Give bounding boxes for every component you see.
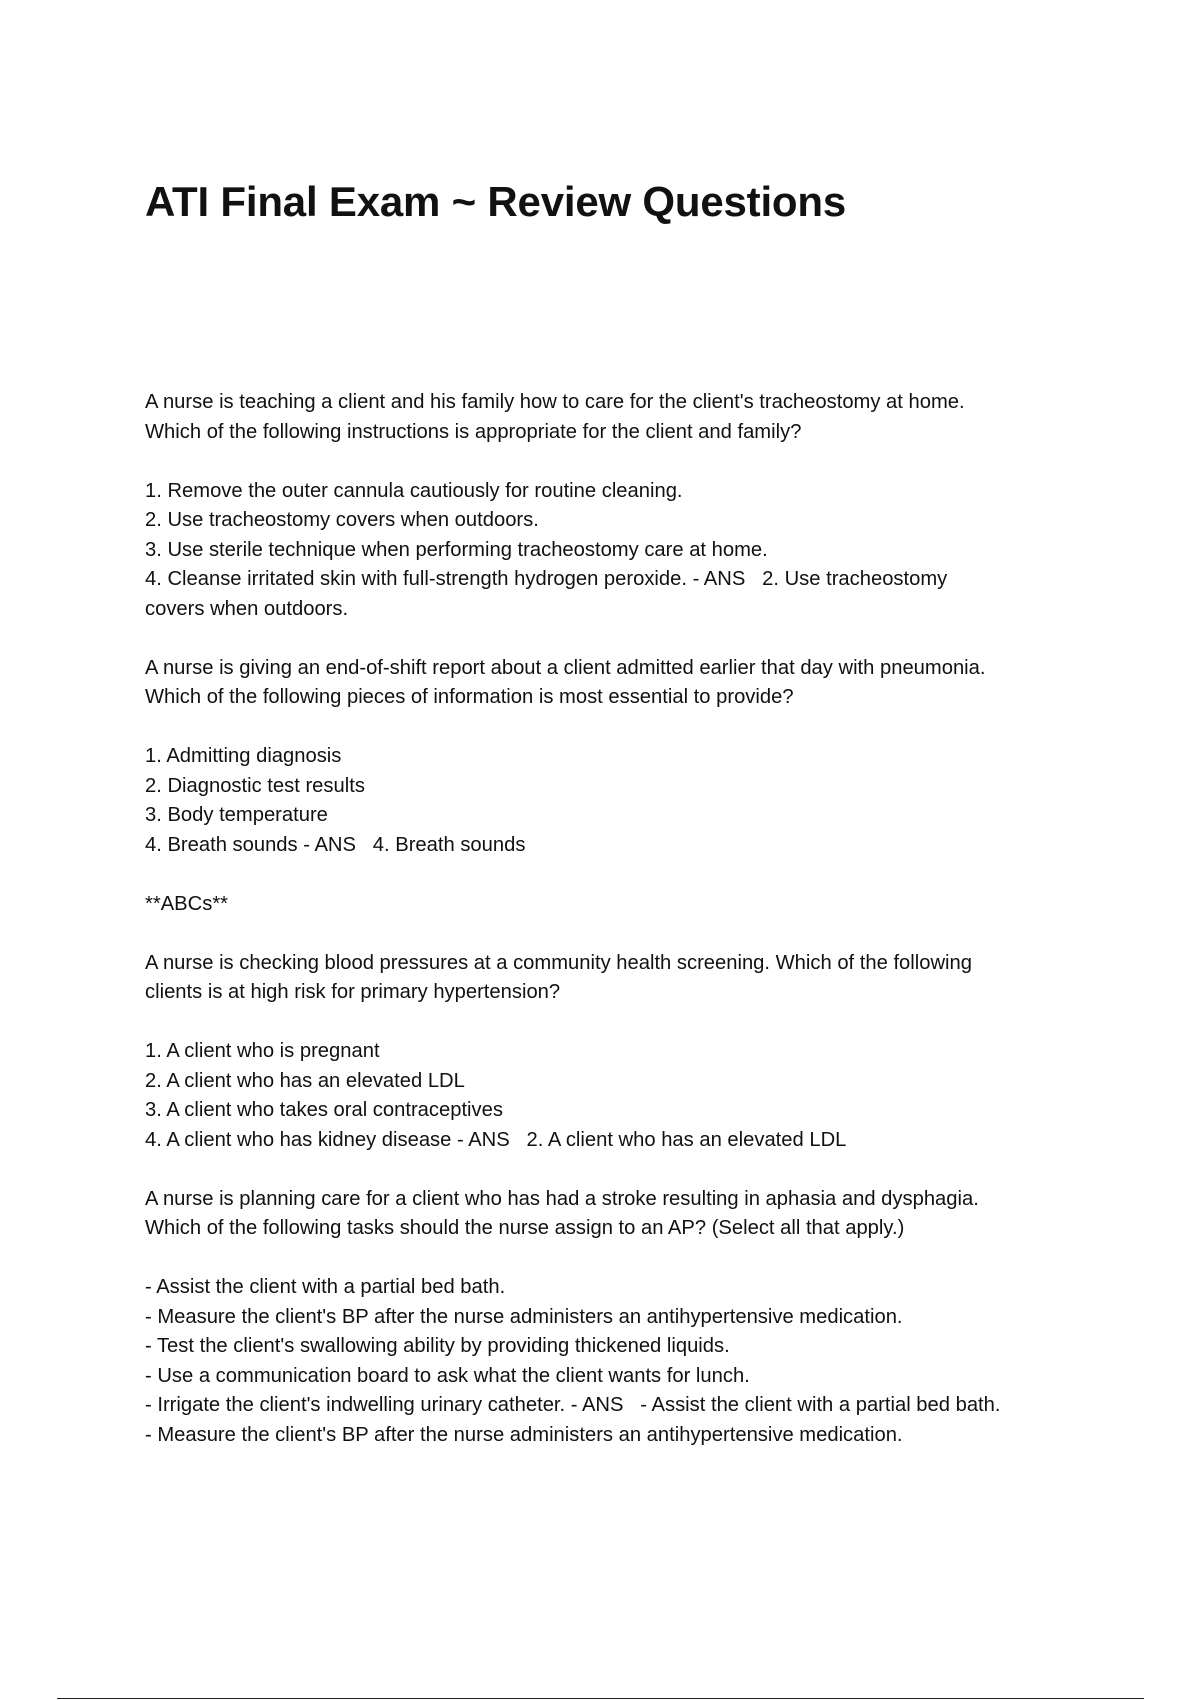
text-line: Which of the following tasks should the nurse assign to an AP? (Select all that apply.) [145,1217,905,1239]
document-body [145,388,1095,1450]
text-line: 2. A client who has an elevated LDL [145,1069,465,1092]
text-line: clients is at high risk for primary hypertension? [145,981,561,1003]
text-line: 4. Breath sounds - ANS 4. Breath sounds [145,833,526,856]
text-line: 1. A client who is pregnant [145,1040,380,1062]
text-line: 4. A client who has kidney disease - ANS 2. A client who has an elevated LDL [145,1128,847,1151]
text-line: covers when outdoors. [145,597,349,620]
text-line: Which of the following pieces of information is most essential to provide? [145,686,794,708]
blank-line [145,713,1095,743]
text-line: A nurse is planning care for a client who has had a stroke resulting in aphasia and dysphagia. [145,1187,979,1210]
blank-line [145,447,1095,477]
footer-divider [57,1698,1144,1699]
text-line: - Measure the client's BP after the nurse administers an antihypertensive medication. [145,1423,903,1446]
text-line: 1. Admitting diagnosis [145,745,342,767]
text-line: A nurse is giving an end-of-shift report about a client admitted earlier that day with pneumonia. [145,656,986,679]
blank-line [145,624,1095,654]
text-line: Which of the following instructions is appropriate for the client and family? [145,420,802,443]
text-line: - Measure the client's BP after the nurse administers an antihypertensive medication. [145,1305,903,1328]
text-line: - Test the client's swallowing ability by providing thickened liquids. [145,1335,730,1357]
text-line: - Assist the client with a partial bed bath. [145,1276,506,1298]
text-line: 3. A client who takes oral contraceptives [145,1099,503,1121]
text-line: 2. Diagnostic test results [145,774,365,797]
blank-line [145,1155,1095,1185]
page-title: ATI Final Exam ~ Review Questions [145,178,847,225]
blank-line [145,1008,1095,1038]
text-line: A nurse is teaching a client and his family how to care for the client's tracheostomy at home. [145,391,965,413]
text-line: A nurse is checking blood pressures at a community health screening. Which of the following [145,951,972,974]
text-line: 3. Use sterile technique when performing tracheostomy care at home. [145,538,768,561]
text-line: 1. Remove the outer cannula cautiously for routine cleaning. [145,479,683,502]
blank-line [145,860,1095,890]
text-line: - Irrigate the client's indwelling urinary catheter. - ANS - Assist the client with a partial bed bath. [145,1394,1001,1416]
text-line: **ABCs** [145,892,229,915]
blank-line [145,919,1095,949]
text-line: - Use a communication board to ask what the client wants for lunch. [145,1364,750,1387]
text-line: 2. Use tracheostomy covers when outdoors. [145,509,539,531]
blank-line [145,1244,1095,1274]
text-line: 3. Body temperature [145,804,328,826]
text-line: 4. Cleanse irritated skin with full-strength hydrogen peroxide. - ANS 2. Use tracheostomy [145,568,948,590]
